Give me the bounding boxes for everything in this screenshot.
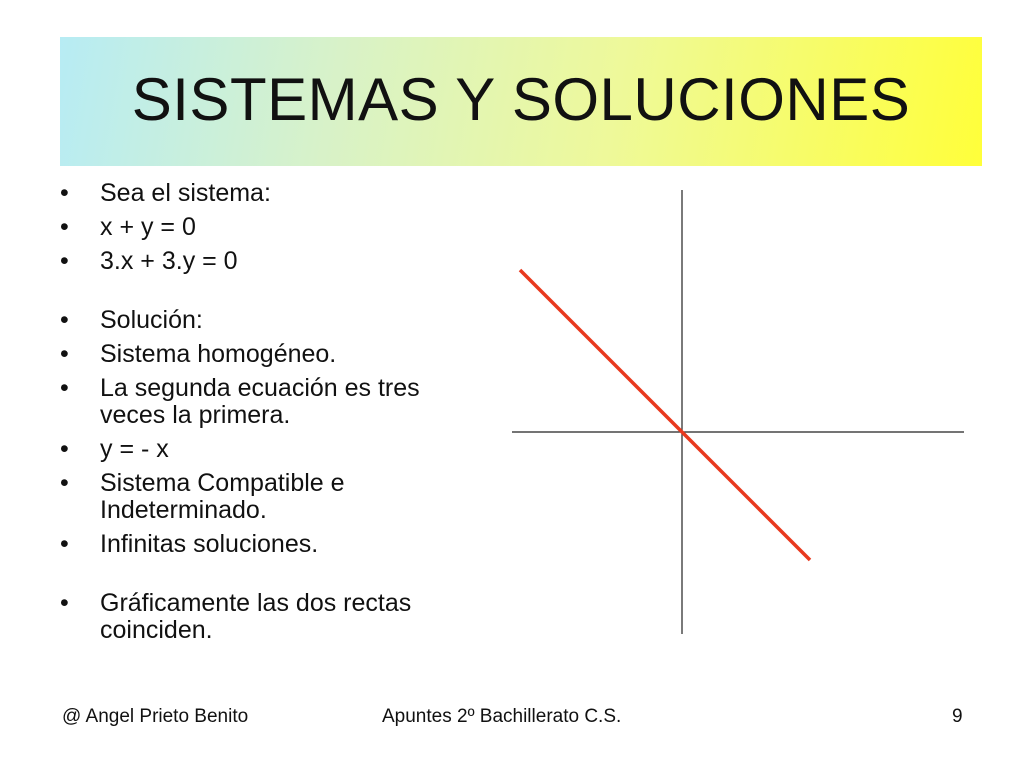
bullet-item	[60, 214, 480, 241]
bullet-text: Sistema homogéneo.	[100, 340, 337, 368]
title-band	[60, 37, 982, 166]
bullet-list	[60, 180, 480, 651]
bullet-item	[60, 375, 480, 429]
bullet-marker: •	[60, 247, 69, 275]
bullet-text: La segunda ecuación es tres veces la primera.	[100, 374, 420, 429]
bullet-item	[60, 248, 480, 275]
bullet-marker: •	[60, 213, 69, 241]
bullet-item	[60, 307, 480, 334]
bullet-text: Sea el sistema:	[100, 179, 271, 207]
bullet-text: Solución:	[100, 306, 203, 334]
bullet-marker: •	[60, 179, 69, 207]
solution-line	[520, 270, 810, 560]
bullet-item	[60, 180, 480, 207]
bullet-item	[60, 590, 480, 644]
page-number: 9	[952, 706, 963, 727]
bullet-marker: •	[60, 306, 69, 334]
bullet-item	[60, 436, 480, 463]
bullet-marker: •	[60, 435, 69, 463]
bullet-item	[60, 531, 480, 558]
bullet-item	[60, 470, 480, 524]
bullet-text: y = - x	[100, 435, 169, 463]
bullet-item	[60, 341, 480, 368]
bullet-text: Gráficamente las dos rectas coinciden.	[100, 589, 412, 644]
bullet-marker: •	[60, 374, 69, 402]
bullet-marker: •	[60, 340, 69, 368]
bullet-text: Sistema Compatible e Indeterminado.	[100, 469, 345, 524]
footer-course: Apuntes 2º Bachillerato C.S.	[382, 706, 622, 727]
bullet-text: Infinitas soluciones.	[100, 530, 319, 558]
bullet-marker: •	[60, 530, 69, 558]
bullet-marker: •	[60, 589, 69, 617]
bullet-text: x + y = 0	[100, 213, 196, 241]
bullet-marker: •	[60, 469, 69, 497]
slide-title: SISTEMAS Y SOLUCIONES	[131, 66, 911, 133]
footer-author: @ Angel Prieto Benito	[62, 706, 249, 727]
bullet-text: 3.x + 3.y = 0	[100, 247, 238, 275]
coordinate-graph	[510, 188, 966, 636]
